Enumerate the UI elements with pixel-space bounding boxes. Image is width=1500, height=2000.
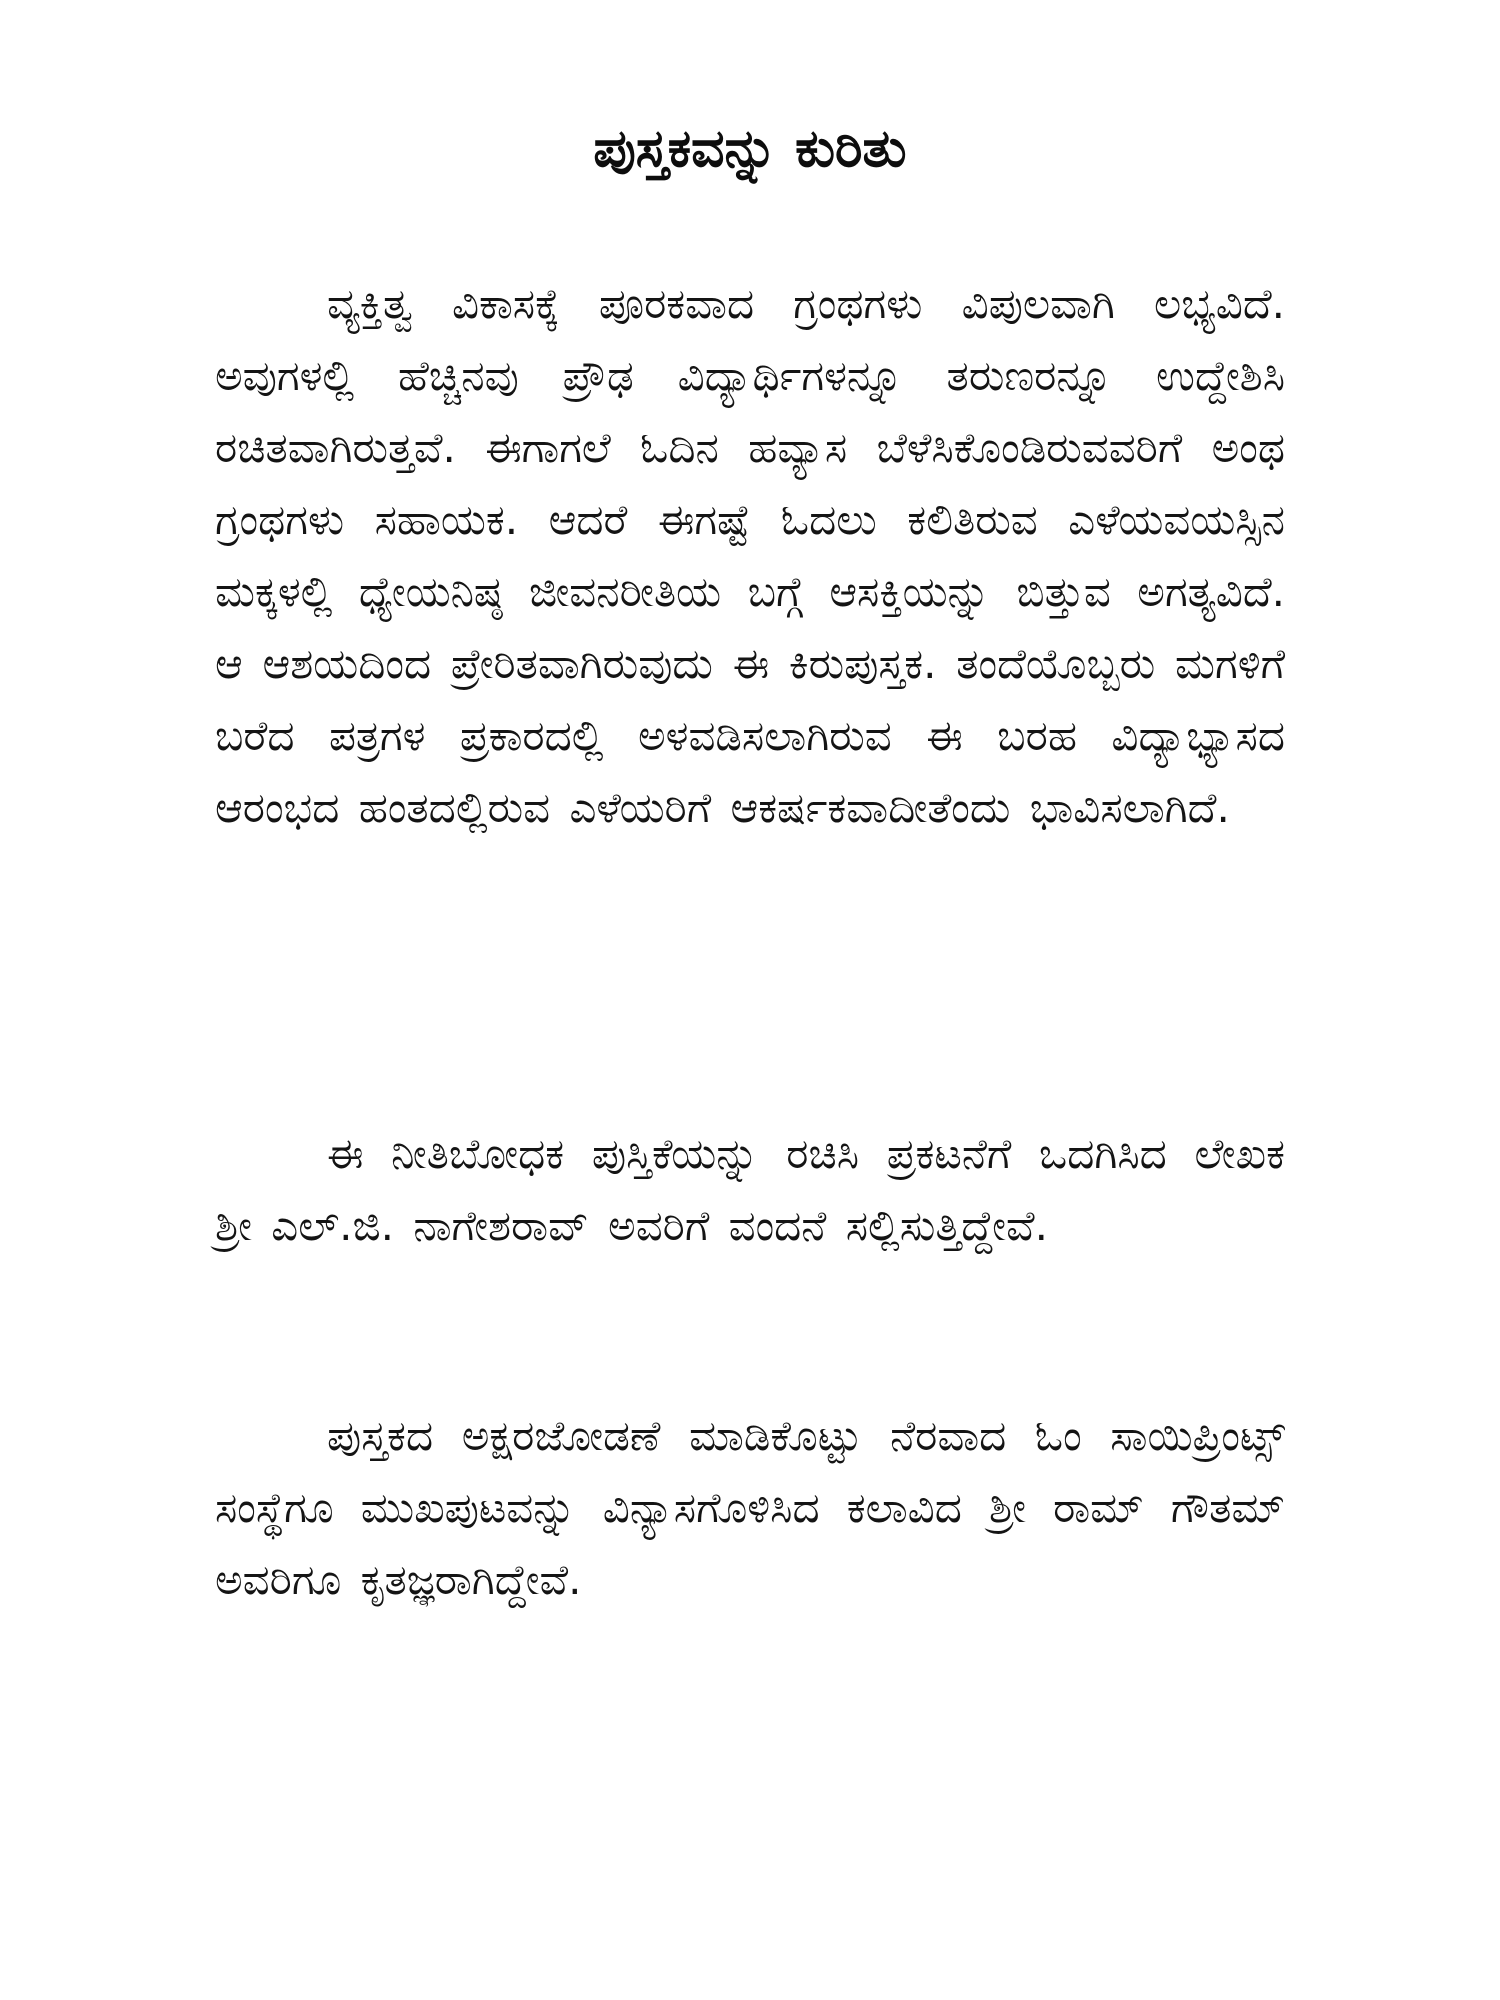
page-title: ಪುಸ್ತಕವನ್ನು ಕುರಿತು <box>593 119 907 179</box>
paragraph-author-thanks: ಈ ನೀತಿಬೋಧಕ ಪುಸ್ತಿಕೆಯನ್ನು ರಚಿಸಿ ಪ್ರಕಟನೆಗೆ ಒದಗಿಸಿದ ಲೇಖಕ ಶ್ರೀ ಎಲ್.ಜಿ. ನಾಗೇಶರಾವ್ ಅವರಿಗೆ ವಂದನೆ ಸಲ್ಲಿಸುತ್ತಿದ್ದೇವೆ. <box>215 1129 1285 1250</box>
paragraph-acknowledgements: ಪುಸ್ತಕದ ಅಕ್ಷರಜೋಡಣೆ ಮಾಡಿಕೊಟ್ಟು ನೆರವಾದ ಓಂ ಸಾಯಿಪ್ರಿಂಟ್ಸ್ ಸಂಸ್ಥೆಗೂ ಮುಖಪುಟವನ್ನು ವಿನ್ಯಾಸಗೊಳಿಸಿದ ಕಲಾವಿದ ಶ್ರೀ ರಾಮ್ ಗೌತಮ್ ಅವರಿಗೂ ಕೃತಜ್ಞರಾಗಿದ್ದೇವೆ. <box>215 1411 1285 1604</box>
paragraph-intro: ವ್ಯಕ್ತಿತ್ವ ವಿಕಾಸಕ್ಕೆ ಪೂರಕವಾದ ಗ್ರಂಥಗಳು ವಿಪುಲವಾಗಿ ಲಭ್ಯವಿದೆ. ಅವುಗಳಲ್ಲಿ ಹೆಚ್ಚಿನವು ಪ್ರೌಢ ವಿದ್ಯಾರ್ಥಿಗಳನ್ನೂ ತರುಣರನ್ನೂ ಉದ್ದೇಶಿಸಿ ರಚಿತವಾಗಿರುತ್ತವೆ. ಈಗಾಗಲೆ ಓದಿನ ಹವ್ಯಾಸ ಬೆಳೆಸಿಕೊಂಡಿರುವವರಿಗೆ ಅಂಥ ಗ್ರಂಥಗಳು ಸಹಾಯಕ. ಆದರೆ ಈಗಷ್ಟೆ ಓದಲು ಕಲಿತಿರುವ ಎಳೆಯವಯಸ್ಸಿನ ಮಕ್ಕಳಲ್ಲಿ ಧ್ಯೇಯನಿಷ್ಠ ಜೀವನರೀತಿಯ ಬಗ್ಗೆ ಆಸಕ್ತಿಯನ್ನು ಬಿತ್ತುವ ಅಗತ್ಯವಿದೆ. ಆ ಆಶಯದಿಂದ ಪ್ರೇರಿತವಾಗಿರುವುದು ಈ ಕಿರುಪುಸ್ತಕ. ತಂದೆಯೊಬ್ಬರು ಮಗಳಿಗೆ ಬರೆದ ಪತ್ರಗಳ ಪ್ರಕಾರದಲ್ಲಿ ಅಳವಡಿಸಲಾಗಿರುವ ಈ ಬರಹ ವಿದ್ಯಾಭ್ಯಾಸದ ಆರಂಭದ ಹಂತದಲ್ಲಿರುವ ಎಳೆಯರಿಗೆ ಆಕರ್ಷಕವಾದೀತೆಂದು ಭಾವಿಸಲಾಗಿದೆ. <box>215 279 1285 832</box>
